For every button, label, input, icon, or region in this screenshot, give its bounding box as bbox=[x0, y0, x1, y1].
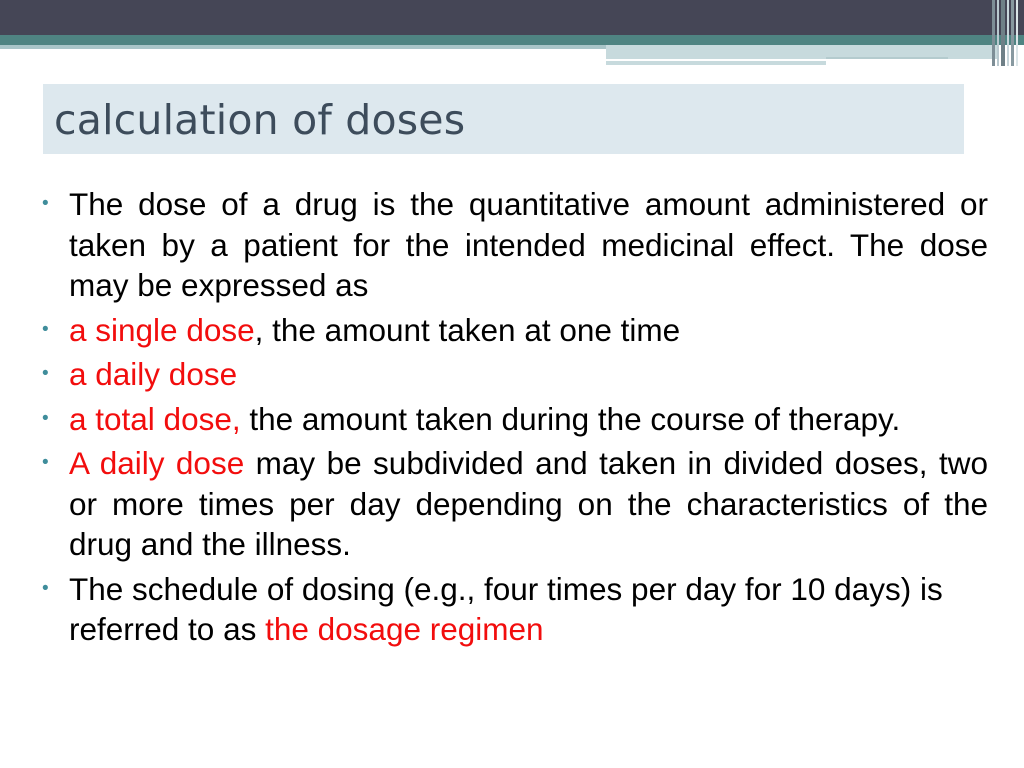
bullet-item bbox=[40, 354, 988, 395]
bullet-dot-icon: • bbox=[42, 407, 49, 429]
highlighted-term: a total dose, bbox=[69, 400, 241, 437]
header-dark-bar bbox=[0, 0, 1024, 35]
bullet-dot-icon: • bbox=[42, 577, 49, 599]
header-stripes-decoration bbox=[992, 0, 1024, 66]
highlighted-term: A daily dose bbox=[69, 445, 245, 481]
bullet-dot-icon: • bbox=[42, 318, 49, 340]
highlighted-term: a daily dose bbox=[69, 356, 238, 392]
bullet-dot-icon: • bbox=[42, 193, 49, 214]
bullet-text: The schedule of dosing (e.g., four times per day for 10 days) is referred to as bbox=[69, 570, 943, 647]
bullet-item bbox=[40, 399, 988, 440]
bullet-text: , the amount taken at one time bbox=[254, 311, 681, 348]
bullet-text: the amount taken during the course of therapy. bbox=[240, 400, 901, 437]
slide-title: calculation of doses bbox=[54, 96, 466, 144]
bullet-dot-icon: • bbox=[42, 452, 49, 473]
bullet-dot-icon: • bbox=[42, 363, 49, 384]
bullet-text: may be subdivided and taken in divided doses, two or more times per day depending on the characteristics of the drug and the illness. bbox=[69, 445, 988, 562]
bullet-item bbox=[40, 184, 988, 306]
header-accent-line bbox=[606, 61, 826, 65]
header-light-band bbox=[0, 45, 608, 49]
highlighted-term: the dosage regimen bbox=[265, 611, 544, 647]
bullet-text: The dose of a drug is the quantitative amount administered or taken by a patient for the intended medicinal effect. The dose may be expressed as bbox=[69, 186, 988, 303]
bullet-list bbox=[40, 184, 988, 654]
header-teal-band bbox=[0, 35, 1024, 45]
bullet-item bbox=[40, 443, 988, 565]
bullet-item bbox=[40, 310, 988, 351]
header-accent-line-2 bbox=[826, 57, 948, 59]
bullet-item bbox=[40, 569, 988, 650]
highlighted-term: a single dose bbox=[69, 311, 255, 348]
